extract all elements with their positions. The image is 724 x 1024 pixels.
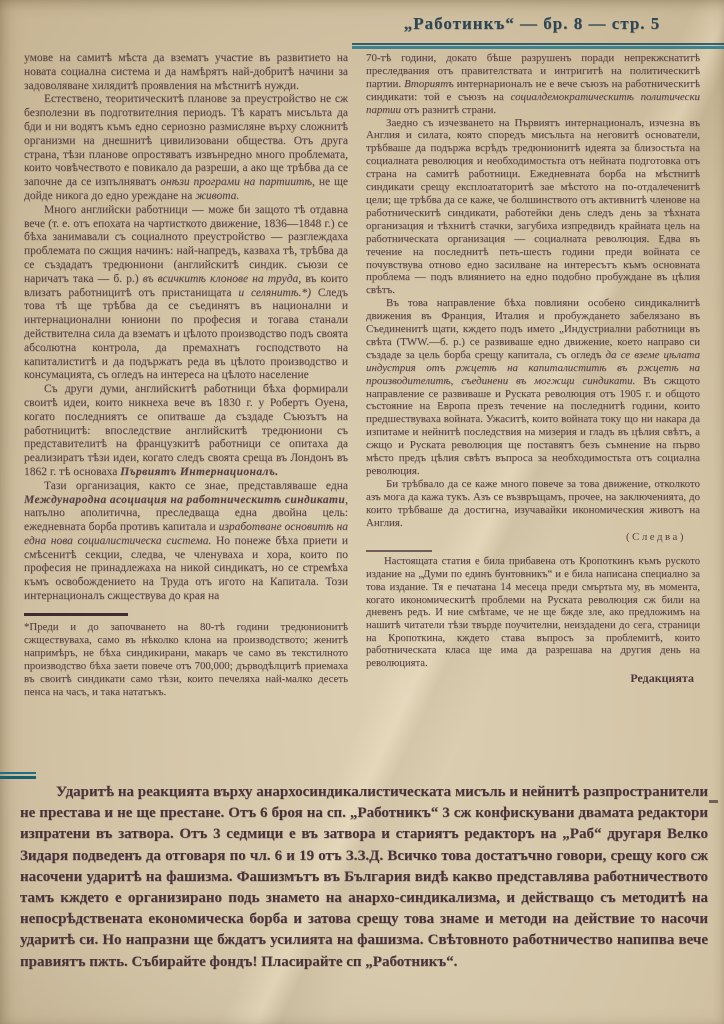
body-text: въ които влизатъ работницитѣ отъ пристанищата [24, 272, 348, 299]
article-column-left [24, 52, 348, 780]
footnote-rule [24, 613, 128, 616]
body-text: умове на самитѣ мѣста да взематъ участие въ развитието на новата социална система и да намѣрятъ най-добритѣ начини за задоволяване хилядитѣ проявления на мѣстнитѣ нужди. [24, 52, 348, 92]
body-text: Въ това направление бѣха повлияни особено синдикалнитѣ движения въ Франция, Италия и пробуждането забелязано въ Съединенитѣ щати, кждето подъ името „Индустриални работници въ свѣта (TWW.—б. р.) се развиваше едно движение, което направо си създаде за цель борба срещу капитала, съ огледъ [366, 297, 700, 361]
body-text: , не ще дойде никога до едно уреждане на [24, 176, 349, 202]
masthead-rule [352, 43, 724, 49]
article-paragraph [366, 478, 700, 530]
body-text: Би трѣбвало да се каже много повече за това движение, отколкото азъ мога да кажа тукъ. Азъ се възвръщамъ, прочее, на заключенията, до които трѣбваше да достигна, изучавайки икономическия животъ на Англия. [366, 477, 700, 529]
emphasis-text: живота. [195, 189, 240, 202]
article-paragraph [366, 52, 700, 117]
body-text: отъ разнитѣ страни. [400, 103, 497, 116]
body-text: 70-тѣ години, докато бѣше разрушенъ поради непрекжснатитѣ преследвания отъ правителствата и интригитѣ на политическитѣ партии. [366, 52, 700, 90]
footnote: *Преди и до започването на 80-тѣ години тредюнионитѣ сжществуваха, само въ нѣколко клона на производството; женитѣ напримѣръ, не бѣха синдикирани, макаръ че само въ текстилното производство бѣха заети повече отъ 700,000; дърводѣлцитѣ приемаха въ своитѣ синдикати само тѣзи, които печеляха най-малко десеть пенса на часъ, и така нататъкъ. [24, 620, 348, 699]
body-text: Следъ това тѣ ще трѣбва да се съединятъ въ национални и интернационални юниони по професия и тогава станали действителна сила да взематъ и цѣлото производство подъ своята абсолютна контрола, да премахнатъ господството на капиталиститѣ и да подържатъ реда въ цѣлото производство и консумацията, съ огледъ на интереса на цѣлото население [24, 286, 348, 382]
edge-print-mark [709, 800, 718, 803]
emphasis-text: онѣзи програми на партиитѣ [160, 176, 313, 189]
editorial-note: Настоящата статия е била прибавена отъ Кропоткинъ къмъ руското издание на „Думи по единъ бунтовникъ“ и е била написана специално за това издание. Тя е печатана 14 месеца преди смъртьта му, въ момента, когато икономическитѣ проблеми на Руската революция сж били на дневенъ редъ. И ние смѣтаме, че не ще бжде зле, ако предложимъ на нашитѣ читатели тѣзи твърде поучителни, неиздадени до сега, страници на Кропоткина, кждето става въпросъ за проблемитѣ, които работническата класа ще има да разрешава на другия день на революцията. [366, 556, 700, 670]
bottom-notice: Ударитѣ на реакцията върху анархосиндикалистическата мисъль и нейнитѣ разпространители не престава и не ще престане. Отъ 6 броя на сп. „Работникъ“ 3 сж конфискувани двамата редактори изпратени въ затвора. Отъ 3 седмици е въ затвора и стариятъ редакторъ на „Раб“ другаря Велко Зидаря подведенъ да отговаря по чл. 6 и 19 отъ З.З.Д. Всичко това достатъчно говори, срещу кого сж насочени ударитѣ на фашизма. Фашизмътъ въ България видѣ какво представлява работничеството тамъ кждето е организирано подь знамето на анархо-синдикализма, и действащо съ методитѣ на непосрѣдствената економическа борба и затова срещу това знаме и методи на действие то насочи ударитѣ си. Но напразни ще бждатъ усилията на фашизма. Свѣтовното работничество напипва вече правиятъ пжть. Събирайте фондъ! Пласирайте сп „Работникъ“. [20, 784, 708, 970]
article-column-left-paragraphs [24, 52, 348, 604]
article-paragraph [24, 383, 348, 480]
body-text: Но понеже бѣха приети и смѣсенитѣ секции, следва, че членуваха и хора, които по професия не принадлежаха на никой синдикатъ, но се стремѣха къмъ освобождението на Труда отъ игото на Капитала. Този интернационалъ сжществува до края на [24, 534, 348, 603]
masthead-title: „Работинкъ“ — бр. 8 — стр. 5 [403, 14, 661, 33]
body-text: Много английски работници — може би защото тѣ отдавна вече (т. е. отъ епохата на чартисткото движение, 1836—1848 г.) се бѣха занимавали съ социалното преустройство — разглеждаха проблемата по сжщия начинъ: най-напредъ, казваха тѣ, трѣбва да се създадатъ тредюниони (английскитѣ синдик. съюзи се наричатъ така — б. р.) [24, 203, 348, 285]
emphasis-text: въ всичкитѣ клонове на труда, [142, 272, 302, 285]
article-body [24, 52, 700, 780]
body-text: Заедно съ изчезването на Първиятъ интернационалъ, изчезна въ Англия и силата, която споредъ мисъльта на неговитѣ основатели, трѣбваше да подържа всрѣдъ тредюнионитѣ идеята за близостьта на социалната революция и необходимостьта отъ нейната подготовка отъ страна на самитѣ работници. Ежедневната борба на мѣстнитѣ синдикати срещу експлоататоритѣ зае мѣстото на по-отдалеченитѣ цели; ще трѣбва да се каже, че болшинството отъ активнитѣ членове на работническитѣ синдикати, работейки день следъ день за тѣхната организация и тѣхнитѣ стачки, загубиха изпредвидъ крайната цель на работническата организация — социалната революция. Едва въ течение на последнитѣ петь-шесть години преди войната се почувствува отново едно засилване на интересътъ къмъ основната проблема — подъ влиянието на едно подобно пробуждане въ цѣлия свѣтъ. [366, 116, 700, 297]
strong-emphasis-text: Първиятъ Интернационалъ. [120, 465, 279, 478]
article-paragraph [24, 204, 348, 383]
article-paragraph [24, 52, 348, 93]
emphasis-text: да се вземе цѣлата индустрия отъ ржцетѣ на капиталиститѣ въ ржцетѣ на производителитѣ, съединени въ могжщи синдикати. [366, 348, 700, 387]
article-column-right [366, 52, 700, 780]
article-paragraph [366, 117, 700, 298]
editorial-note-rule [366, 550, 432, 552]
article-paragraph [366, 297, 700, 478]
emphasis-text: и селянитѣ.*) [238, 286, 311, 299]
article-paragraph [24, 93, 348, 203]
margin-fold-mark [0, 772, 36, 779]
strong-emphasis-text: Международна асоциация на работническитѣ синдикати [24, 493, 346, 506]
body-text: интернарионалъ не е вече съюзъ на работническитѣ синдикати: той е съюзъ на [366, 77, 700, 103]
body-text: , напълно аполитична, преследваща една двойна цель: ежедневната борба противъ капитала и [24, 493, 349, 534]
continuation-marker: (Следва) [625, 530, 686, 543]
emphasis-text: Вториятъ [404, 77, 454, 90]
editorial-signature: Редакцията [630, 670, 694, 685]
emphasis-text: социалдемократическитѣ политически партии [366, 90, 700, 116]
emphasis-text: изработване основитѣ на една нова социалистическа система. [24, 521, 348, 547]
body-text: Естествено, теоритическитѣ планове за преустройство не сж безполезни въ подготвителния периодъ. Тѣ каратъ мисъльта да бди и ни водятъ къмъ едно сериозно размисляне върху сложнитѣ организми на днешнитѣ цивилизовани общества. Отъ друга страна, тѣзи планове опростяватъ извънредно много проблемата, които човѣчеството е повикало да разреши, а ако ще трѣбва да се започне да се изпълняватъ [24, 93, 348, 189]
body-text: Тази организация, както се знае, представляваше една [44, 479, 348, 492]
body-text: Съ други думи, английскитѣ работници бѣха формирали своитѣ идеи, които никнеха вече въ 1830 г. у Робертъ Оуена, когато последниятъ се опитваше да създаде Съюзътъ на работницитѣ: впоследствие английскитѣ тредюниони съ представителитѣ на французкитѣ работници се опитаха да реализиратъ тѣзи идеи, когато следъ своята среща въ Лондонъ въ 1862 г. тѣ основаха [24, 383, 348, 478]
body-text: Въ сжщото направление се развиваше и Руската революция отъ 1905 г. и общото състояние на Европа презъ течение на последнитѣ години, които предшествуваха войната. Ужаситѣ, които войната току що ни накара да изпитаме и нейнитѣ последствия на мизерия и гладъ въ цѣлия свѣтъ, а сжщо и Руската революция ще поставятъ безъ съмнение на първо мѣсто предъ цѣлия свѣтъ въпроса за необходимостьта отъ социална революция. [366, 374, 700, 477]
article-column-right-paragraphs [366, 52, 700, 530]
article-paragraph [24, 480, 348, 604]
